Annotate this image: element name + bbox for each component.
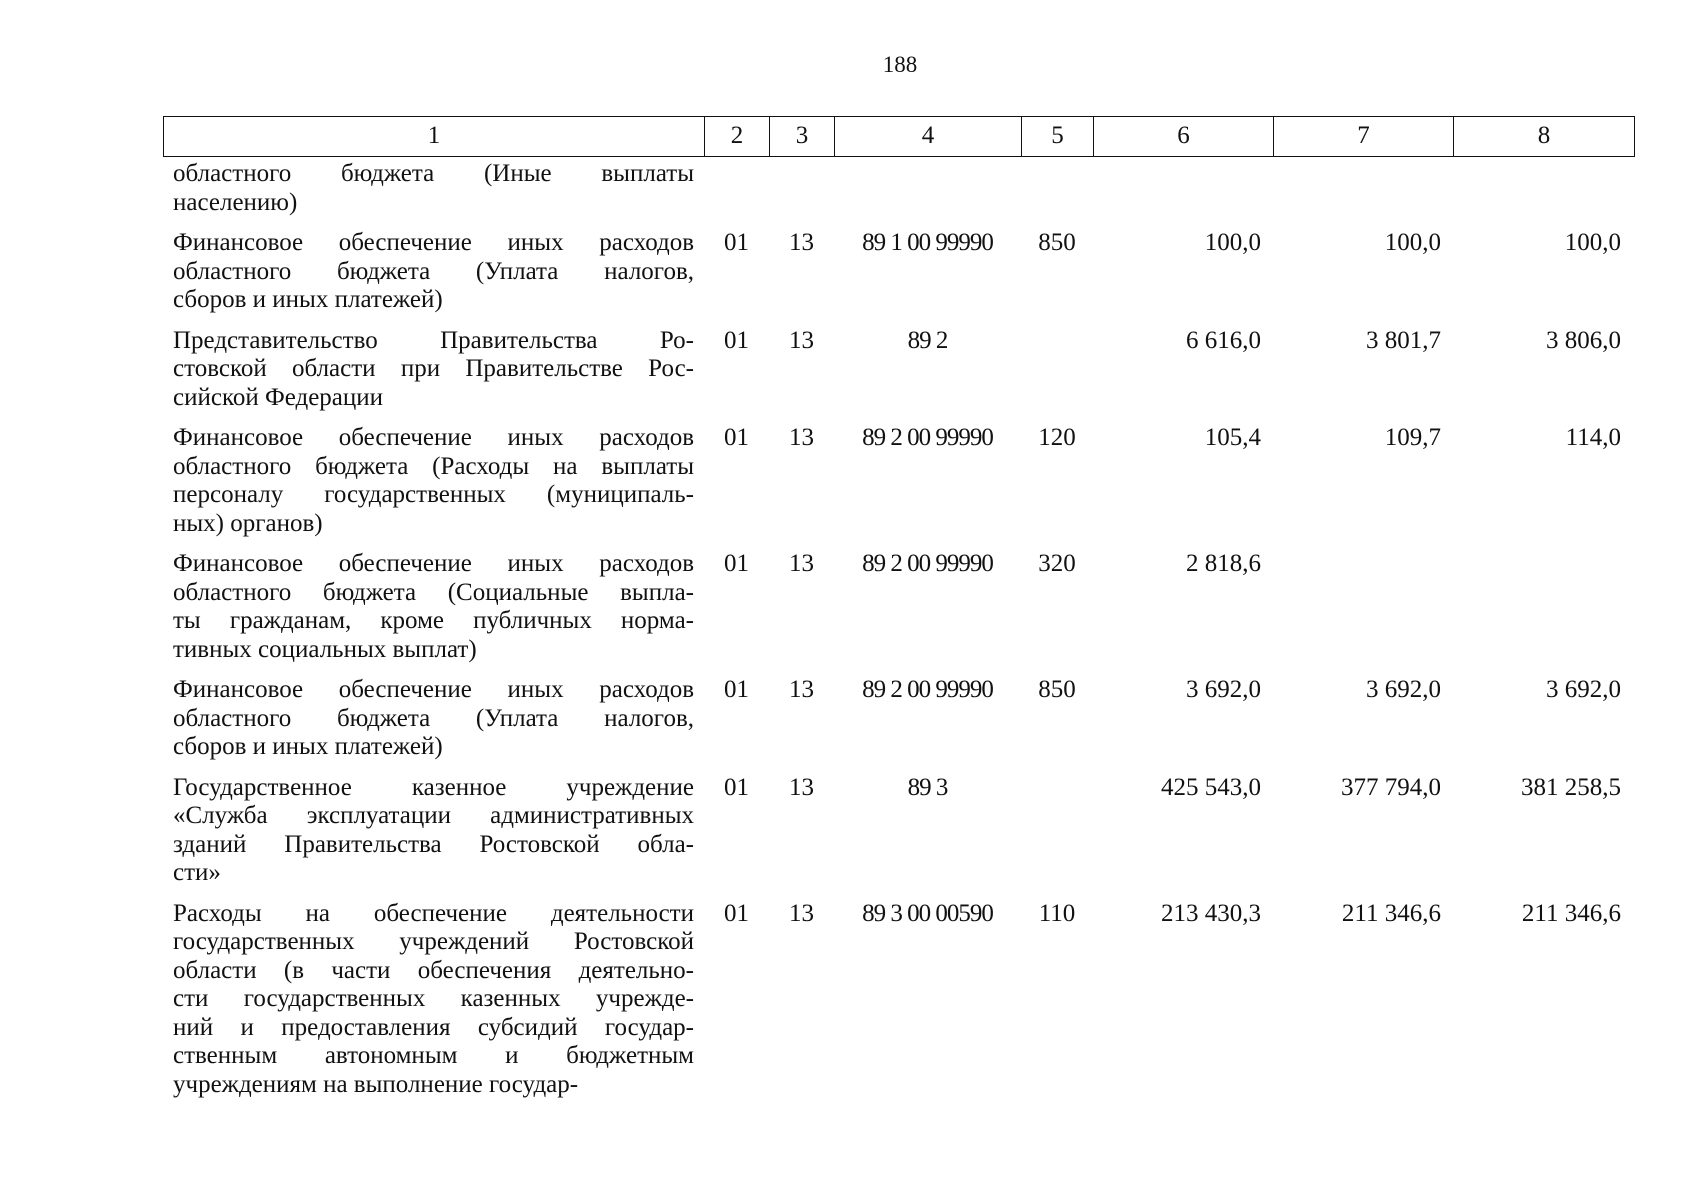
cell-col-2: 01 (724, 229, 749, 256)
table-row (163, 424, 1635, 538)
cell-col-5: 850 (1038, 229, 1076, 256)
row-description (163, 774, 704, 888)
cell-col-2: 01 (724, 899, 749, 927)
cell-col-3 (769, 160, 834, 217)
cell-col-6: 2 818,6 (1186, 550, 1261, 577)
row-description (163, 676, 704, 762)
cell-col-7 (1273, 160, 1453, 217)
table-row (163, 327, 1635, 413)
cell-col-6: 425 543,0 (1161, 773, 1261, 801)
description-line: ственным автономным и бюджетным (173, 1042, 694, 1069)
description-line: учреждениям на выполнение государ- (173, 1070, 579, 1098)
table-header-row (163, 116, 1635, 157)
row-description (163, 327, 704, 413)
cell-col-4: 89 1 00 99990 (862, 229, 993, 256)
column-header-1: 1 (164, 117, 705, 156)
cell-col-4: 89 3 (907, 773, 948, 801)
description-line: сти государственных казенных учрежде- (173, 985, 694, 1012)
table-row (163, 774, 1635, 888)
cell-col-3: 13 (789, 326, 814, 354)
column-header-5: 5 (1022, 117, 1094, 156)
description-line: областного бюджета (Иные выплаты (173, 160, 694, 187)
cell-col-6: 105,4 (1204, 424, 1261, 451)
cell-col-4: 89 2 00 99990 (862, 550, 993, 577)
cell-col-8 (1453, 550, 1635, 664)
description-line: ных) органов) (173, 509, 323, 537)
cell-col-3: 13 (789, 424, 814, 451)
cell-col-5: 120 (1038, 424, 1076, 451)
cell-col-8: 211 346,6 (1521, 899, 1621, 927)
table-body (163, 160, 1635, 1111)
cell-col-3: 13 (789, 550, 814, 577)
cell-col-5 (1021, 160, 1093, 217)
description-line: сборов и иных платежей) (173, 733, 443, 760)
cell-col-3: 13 (789, 229, 814, 256)
description-line: областного бюджета (Социальные выпла- (173, 578, 694, 606)
table-row (163, 160, 1635, 217)
cell-col-4 (834, 160, 1021, 217)
row-description (163, 229, 704, 315)
description-line: областного бюджета (Уплата налогов, (173, 704, 694, 732)
cell-col-5: 110 (1038, 899, 1076, 927)
column-header-4: 4 (835, 117, 1022, 156)
description-line: Представительство Правительства Ро- (173, 326, 694, 354)
description-line: Финансовое обеспечение иных расходов (173, 229, 694, 256)
cell-col-8 (1453, 160, 1635, 217)
row-description (163, 424, 704, 538)
description-line: государственных учреждений Ростовской (173, 928, 694, 955)
description-line: сти» (173, 859, 221, 886)
description-line: области (в части обеспечения деятельно- (173, 956, 694, 984)
cell-col-2: 01 (724, 550, 749, 577)
description-line: областного бюджета (Расходы на выплаты (173, 452, 694, 480)
column-header-6: 6 (1094, 117, 1274, 156)
page-number: 188 (882, 52, 918, 77)
description-line: ний и предоставления субсидий государ- (173, 1013, 694, 1041)
column-header-8: 8 (1537, 122, 1551, 149)
description-line: Финансовое обеспечение иных расходов (173, 676, 694, 703)
description-line: тивных социальных выплат) (173, 635, 477, 663)
cell-col-4: 89 2 00 99990 (862, 676, 993, 703)
cell-col-5: 850 (1038, 676, 1076, 703)
cell-col-8: 100,0 (1564, 229, 1621, 256)
cell-col-6 (1093, 160, 1273, 217)
description-line: стовской области при Правительстве Рос- (173, 355, 694, 382)
cell-col-2: 01 (724, 676, 749, 703)
table-row (163, 900, 1635, 1100)
column-header-3: 3 (770, 117, 835, 156)
description-line: персоналу государственных (муниципаль- (173, 481, 694, 508)
column-header-7: 7 (1274, 117, 1454, 156)
description-line: «Служба эксплуатации административных (173, 802, 694, 829)
column-header-2: 2 (705, 117, 770, 156)
description-line: Расходы на обеспечение деятельности (173, 899, 694, 927)
row-description (163, 900, 704, 1100)
cell-col-2 (704, 160, 769, 217)
cell-col-3: 13 (789, 676, 814, 703)
description-line: Финансовое обеспечение иных расходов (173, 424, 694, 451)
cell-col-8: 3 806,0 (1546, 326, 1621, 354)
cell-col-6: 100,0 (1204, 229, 1261, 256)
cell-col-8: 3 692,0 (1546, 676, 1621, 703)
row-description (163, 550, 704, 664)
cell-col-4: 89 2 (907, 326, 948, 354)
cell-col-7: 211 346,6 (1341, 899, 1441, 927)
description-line: сийской Федерации (173, 383, 384, 411)
cell-col-7: 3 692,0 (1366, 676, 1441, 703)
cell-col-7: 109,7 (1384, 424, 1441, 451)
cell-col-7: 377 794,0 (1341, 773, 1441, 801)
row-description (163, 160, 704, 217)
cell-col-7: 100,0 (1384, 229, 1441, 256)
cell-col-8: 114,0 (1565, 424, 1621, 451)
description-line: населению) (173, 188, 298, 216)
cell-col-4: 89 2 00 99990 (862, 424, 993, 451)
table-row (163, 676, 1635, 762)
cell-col-5: 320 (1038, 550, 1076, 577)
description-line: областного бюджета (Уплата налогов, (173, 257, 694, 285)
description-line: ты гражданам, кроме публичных норма- (173, 607, 694, 634)
cell-col-2: 01 (724, 424, 749, 451)
table-row (163, 550, 1635, 664)
cell-col-6: 6 616,0 (1186, 326, 1261, 354)
cell-col-4: 89 3 00 00590 (862, 899, 993, 927)
table-row (163, 229, 1635, 315)
cell-col-2: 01 (724, 773, 749, 801)
cell-col-6: 213 430,3 (1161, 899, 1261, 927)
cell-col-8: 381 258,5 (1521, 773, 1621, 801)
cell-col-6: 3 692,0 (1186, 676, 1261, 703)
cell-col-2: 01 (724, 326, 749, 354)
description-line: Государственное казенное учреждение (173, 773, 694, 801)
description-line: Финансовое обеспечение иных расходов (173, 550, 694, 577)
description-line: сборов и иных платежей) (173, 286, 443, 313)
cell-col-3: 13 (789, 899, 814, 927)
cell-col-3: 13 (789, 773, 814, 801)
cell-col-5 (1021, 774, 1093, 888)
cell-col-5 (1021, 327, 1093, 413)
cell-col-7 (1273, 550, 1453, 664)
cell-col-7: 3 801,7 (1366, 326, 1441, 354)
description-line: зданий Правительства Ростовской обла- (173, 830, 694, 858)
